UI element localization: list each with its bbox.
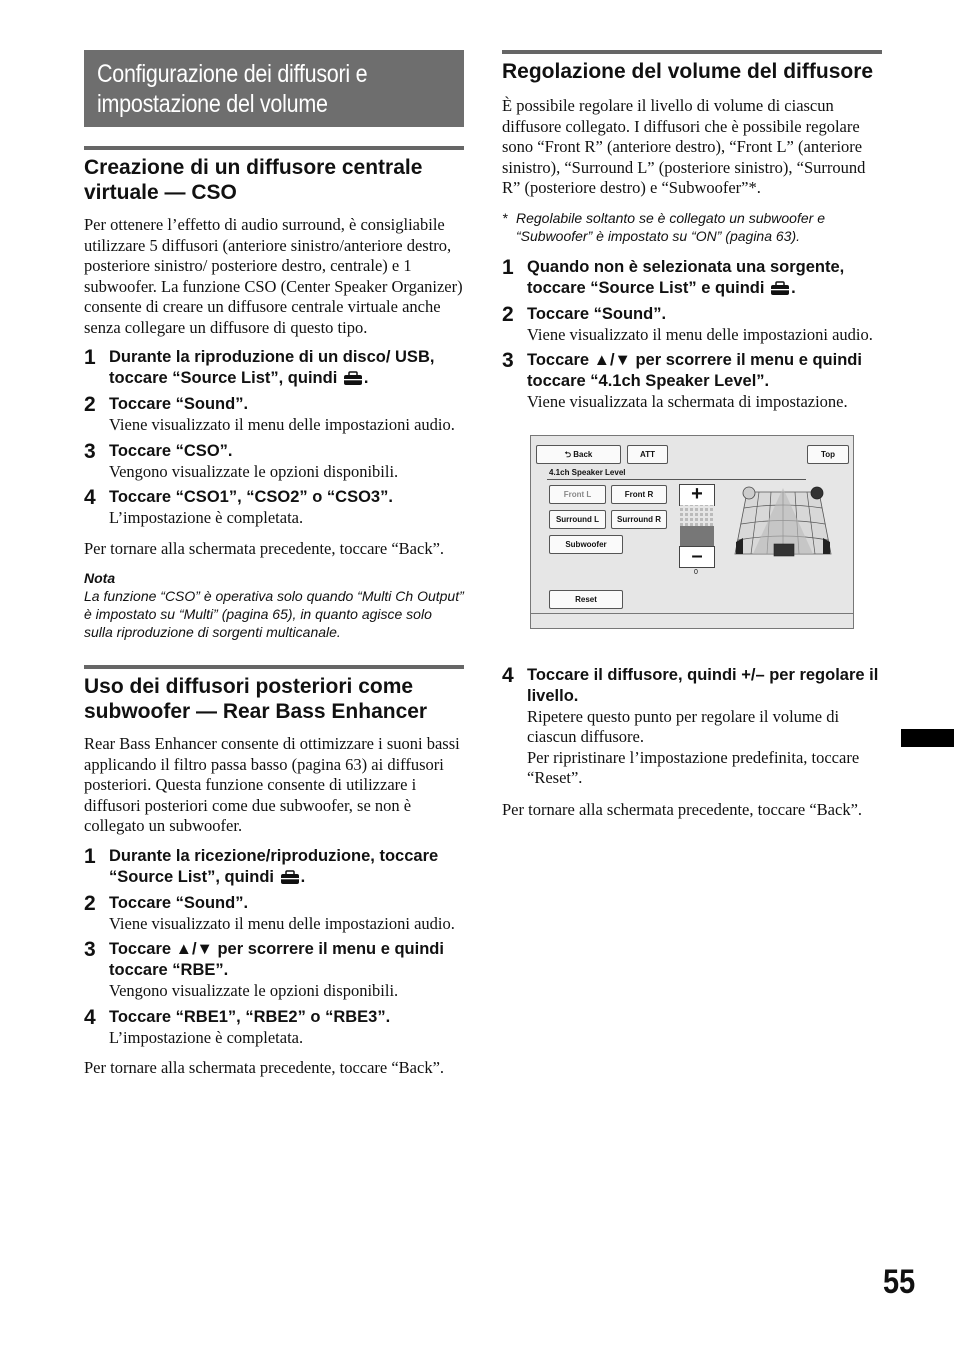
step-title: Durante la ricezione/riproduzione, toccare “Source List”, quindi bbox=[109, 846, 439, 886]
step-title: Toccare “CSO1”, “CSO2” o “CSO3”. bbox=[109, 488, 393, 506]
step-desc: L’impostazione è completata. bbox=[109, 508, 304, 527]
rbe-step-1: 1 Durante la ricezione/riproduzione, toccare “Source List”, quindi . bbox=[84, 844, 439, 886]
screen-label: 4.1ch Speaker Level bbox=[549, 467, 626, 477]
top-button[interactable]: Top bbox=[807, 445, 849, 464]
step-title: Quando non è selezionata una sorgente, toccare “Source List” e quindi bbox=[527, 257, 845, 297]
step-title: Toccare “CSO”. bbox=[109, 441, 233, 460]
page-number: 55 bbox=[883, 1263, 916, 1301]
volume-step-3: 3 Toccare ▲/▼ per scorrere il menu e quindi toccare “4.1ch Speaker Level”. Viene visualizzata la schermata di impostazione. bbox=[502, 350, 882, 413]
cso-outro: Per tornare alla schermata precedente, toccare “Back”. bbox=[84, 538, 445, 558]
section-heading-rbe: Uso dei diffusori posteriori come subwoofer — Rear Bass Enhancer bbox=[84, 665, 464, 724]
step-desc: Viene visualizzato il menu delle impostazioni audio. bbox=[109, 415, 455, 434]
step-desc: Viene visualizzato il menu delle impostazioni audio. bbox=[527, 324, 873, 344]
volume-step-4: 4 Toccare il diffusore, quindi +/– per regolare il livello. Ripetere questo punto per regolare il volume di ciascun diffusore. Per ripristinare l’impostazione predefinita, toccare “Reset”. bbox=[502, 665, 882, 789]
subwoofer-speaker-icon bbox=[774, 544, 794, 556]
section-heading-cso: Creazione di un diffusore centrale virtuale — CSO bbox=[84, 146, 464, 205]
volume-step-1: 1 Quando non è selezionata una sorgente, toccare “Source List” e quindi . bbox=[502, 255, 845, 297]
volume-intro: È possibile regolare il livello di volume di ciascun diffusore collegato. I diffusori che è possibile regolare sono “Front R” (anteriore destro), “Front L” (anteriore sinistro), “Surround L” (posteriore sinistro), “Surround R” (posteriore destro) e “Subwoofer”*. bbox=[502, 96, 866, 197]
volume-outro: Per tornare alla schermata precedente, toccare “Back”. bbox=[502, 799, 863, 819]
surround-l-speaker-icon bbox=[736, 538, 743, 554]
step-title: Toccare “RBE1”, “RBE2” o “RBE3”. bbox=[109, 1007, 391, 1026]
surround-r-button[interactable]: Surround R bbox=[611, 510, 667, 529]
cso-step-2: 2 Toccare “Sound”. Viene visualizzato il menu delle impostazioni audio. bbox=[84, 394, 464, 436]
back-arrow-icon: ⮌ bbox=[564, 449, 574, 459]
volume-step-2: 2 Toccare “Sound”. Viene visualizzato il menu delle impostazioni audio. bbox=[502, 304, 882, 346]
footnote bbox=[502, 209, 882, 245]
note-heading: Nota bbox=[84, 570, 116, 586]
step-desc: Vengono visualizzate le opzioni disponibili. bbox=[109, 461, 399, 481]
step-title: Toccare ▲/▼ per scorrere il menu e quindi toccare “4.1ch Speaker Level”. bbox=[527, 351, 862, 390]
section-heading-volume: Regolazione del volume del diffusore bbox=[502, 50, 882, 84]
front-l-button[interactable]: Front L bbox=[549, 485, 606, 504]
rbe-step-3: 3 Toccare ▲/▼ per scorrere il menu e quindi toccare “RBE”. Vengono visualizzate le opzioni disponibili. bbox=[84, 939, 464, 1002]
step-desc: Per ripristinare l’impostazione predefinita, toccare “Reset”. bbox=[527, 747, 860, 787]
rbe-step-4: 4 Toccare “RBE1”, “RBE2” o “RBE3”. L’impostazione è completata. bbox=[84, 1007, 464, 1049]
label-underline bbox=[547, 479, 806, 480]
front-l-speaker-icon bbox=[743, 487, 755, 499]
cso-intro: Per ottenere l’effetto di audio surround, è consigliabile utilizzare 5 diffusori (anteriore sinistro/anteriore destro, posteriore sinistro/ posteriore destro, centrale) e 1 subwoofer. La funzione CSO (Center Speaker Organizer) consente di creare un diffusore centrale virtuale anche senza collegare un diffusore di questo tipo. bbox=[84, 215, 463, 337]
rbe-intro: Rear Bass Enhancer consente di ottimizzare i suoni bassi applicando il filtro passa basso (pagina 63) ai diffusori posteriori. Questa funzione consente di utilizzare i diffusori posteriori come due subwoofer, se non è collegato un subwoofer. bbox=[84, 734, 460, 835]
step-desc: Viene visualizzato il menu delle impostazioni audio. bbox=[109, 913, 455, 933]
surround-r-speaker-icon bbox=[823, 538, 830, 554]
chapter-banner bbox=[84, 50, 464, 127]
right-column bbox=[502, 50, 882, 820]
step-title: Toccare ▲/▼ per scorrere il menu e quindi toccare “RBE”. bbox=[109, 940, 444, 979]
att-button[interactable]: ATT bbox=[627, 445, 668, 464]
front-r-speaker-icon bbox=[811, 487, 823, 499]
speaker-layout-diagram bbox=[733, 484, 833, 560]
settings-toolbox-icon bbox=[769, 281, 791, 295]
section-tab-marker bbox=[901, 729, 954, 747]
note-text: La funzione “CSO” è operativa solo quando “Multi Ch Output” è impostato su “Multi” (pagina 65), in quanto agisce solo sulla riproduzione di sorgenti multicanale. bbox=[84, 588, 464, 640]
step-title: Toccare il diffusore, quindi +/– per regolare il livello. bbox=[527, 665, 879, 705]
step-title: Durante la riproduzione di un disco/ USB, toccare “Source List”, quindi bbox=[109, 348, 435, 387]
plus-button[interactable]: + bbox=[679, 484, 715, 506]
cso-step-4: 4 Toccare “CSO1”, “CSO2” o “CSO3”. L’impostazione è completata. bbox=[84, 487, 464, 529]
reset-button[interactable]: Reset bbox=[549, 590, 623, 609]
footnote-text: Regolabile soltanto se è collegato un subwoofer e “Subwoofer” è impostato su “ON” (pagina 63). bbox=[516, 209, 825, 244]
footnote-mark: * bbox=[502, 209, 508, 226]
step-desc: Vengono visualizzate le opzioni disponibili. bbox=[109, 981, 399, 1000]
minus-button[interactable]: – bbox=[679, 546, 715, 568]
front-r-button[interactable]: Front R bbox=[611, 485, 667, 504]
step-desc: L’impostazione è completata. bbox=[109, 1027, 304, 1047]
speaker-level-screenshot bbox=[530, 435, 854, 629]
surround-l-button[interactable]: Surround L bbox=[549, 510, 606, 529]
rbe-outro: Per tornare alla schermata precedente, toccare “Back”. bbox=[84, 1058, 445, 1077]
subwoofer-button[interactable]: Subwoofer bbox=[549, 535, 623, 554]
rbe-step-2: 2 Toccare “Sound”. Viene visualizzato il menu delle impostazioni audio. bbox=[84, 893, 464, 935]
step-desc: Viene visualizzata la schermata di impostazione. bbox=[527, 392, 848, 411]
cso-step-1: 1 Durante la riproduzione di un disco/ USB, toccare “Source List”, quindi . bbox=[84, 346, 435, 387]
step-title: Toccare “Sound”. bbox=[109, 395, 249, 413]
level-value: 0 bbox=[694, 568, 698, 576]
chapter-title: Configurazione dei diffusori e impostazione del volume bbox=[97, 60, 368, 118]
cso-step-3: 3 Toccare “CSO”. Vengono visualizzate le opzioni disponibili. bbox=[84, 441, 464, 483]
step-title: Toccare “Sound”. bbox=[527, 304, 667, 323]
back-button[interactable]: ⮌ Back bbox=[536, 445, 621, 464]
step-desc: Ripetere questo punto per regolare il volume di ciascun diffusore. bbox=[527, 706, 840, 746]
step-title: Toccare “Sound”. bbox=[109, 893, 249, 912]
settings-toolbox-icon bbox=[342, 371, 364, 385]
left-column bbox=[84, 50, 464, 1079]
settings-toolbox-icon bbox=[279, 870, 301, 884]
screen-bottom-bar bbox=[531, 613, 853, 614]
